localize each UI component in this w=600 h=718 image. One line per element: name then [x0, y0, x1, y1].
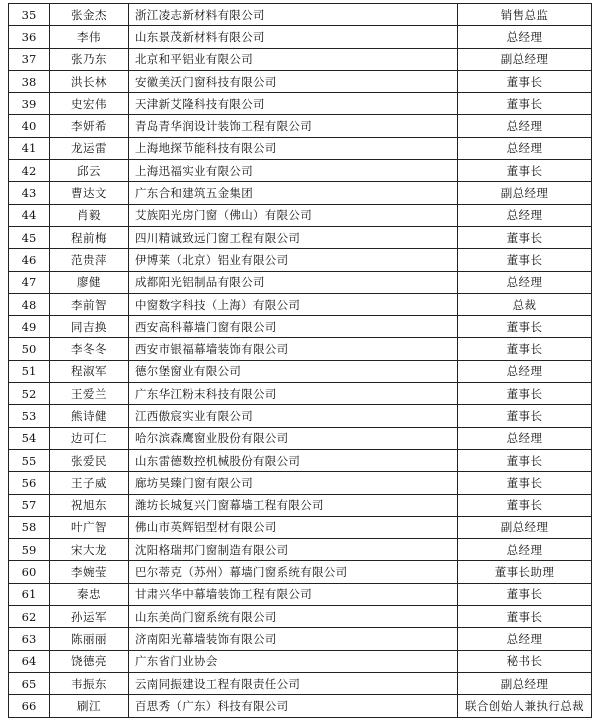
company-cell: 潍坊长城复兴门窗幕墙工程有限公司: [129, 494, 458, 516]
person-name-cell: 龙运雷: [50, 137, 129, 159]
table-row: [9, 48, 592, 70]
table-row: [9, 561, 592, 583]
table-row: [9, 26, 592, 48]
company-cell: 广东省门业协会: [129, 650, 458, 672]
table-row: [9, 695, 592, 717]
table-row: [9, 160, 592, 182]
company-cell: 伊博莱（北京）铝业有限公司: [129, 249, 458, 271]
table-row: [9, 606, 592, 628]
row-number-cell: 51: [9, 360, 50, 382]
job-title-cell: 董事长: [458, 338, 592, 360]
job-title-cell: 董事长: [458, 405, 592, 427]
table-row: [9, 583, 592, 605]
person-name-cell: 边可仁: [50, 427, 129, 449]
table-row: [9, 70, 592, 92]
person-name-cell: 李伟: [50, 26, 129, 48]
job-title-cell: 总经理: [458, 26, 592, 48]
person-name-cell: 王爱兰: [50, 383, 129, 405]
job-title-cell: 董事长: [458, 249, 592, 271]
person-name-cell: 范贵萍: [50, 249, 129, 271]
table-row: [9, 249, 592, 271]
person-name-cell: 张爱民: [50, 449, 129, 471]
person-name-cell: 王子威: [50, 472, 129, 494]
table-row: [9, 427, 592, 449]
job-title-cell: 副总经理: [458, 516, 592, 538]
table-row: [9, 472, 592, 494]
person-name-cell: 饶德亮: [50, 650, 129, 672]
row-number-cell: 40: [9, 115, 50, 137]
row-number-cell: 66: [9, 695, 50, 717]
row-number-cell: 64: [9, 650, 50, 672]
person-name-cell: 洪长林: [50, 70, 129, 92]
company-cell: 江西傲宸实业有限公司: [129, 405, 458, 427]
job-title-cell: 董事长: [458, 160, 592, 182]
job-title-cell: 董事长: [458, 226, 592, 248]
row-number-cell: 56: [9, 472, 50, 494]
company-cell: 德尔堡窗业有限公司: [129, 360, 458, 382]
job-title-cell: 董事长: [458, 606, 592, 628]
company-cell: 艾族阳光房门窗（佛山）有限公司: [129, 204, 458, 226]
company-cell: 四川精诚致远门窗工程有限公司: [129, 226, 458, 248]
table-row: [9, 383, 592, 405]
company-cell: 甘肃兴华中幕墙装饰工程有限公司: [129, 583, 458, 605]
company-cell: 沈阳格瑞邦门窗制造有限公司: [129, 539, 458, 561]
job-title-cell: 副总经理: [458, 182, 592, 204]
table-row: [9, 137, 592, 159]
row-number-cell: 50: [9, 338, 50, 360]
job-title-cell: 董事长: [458, 70, 592, 92]
row-number-cell: 42: [9, 160, 50, 182]
person-name-cell: 邱云: [50, 160, 129, 182]
person-name-cell: 秦忠: [50, 583, 129, 605]
company-cell: 青岛青华润设计装饰工程有限公司: [129, 115, 458, 137]
person-name-cell: 张金杰: [50, 4, 129, 26]
row-number-cell: 52: [9, 383, 50, 405]
person-name-cell: 同吉换: [50, 316, 129, 338]
member-table: [8, 3, 592, 718]
company-cell: 上海地探节能科技有限公司: [129, 137, 458, 159]
company-cell: 广东华江粉末科技有限公司: [129, 383, 458, 405]
table-row: [9, 338, 592, 360]
company-cell: 廊坊昊臻门窗有限公司: [129, 472, 458, 494]
job-title-cell: 董事长: [458, 449, 592, 471]
company-cell: 西安市银福幕墙装饰有限公司: [129, 338, 458, 360]
company-cell: 山东景茂新材料有限公司: [129, 26, 458, 48]
row-number-cell: 44: [9, 204, 50, 226]
company-cell: 安徽美沃门窗科技有限公司: [129, 70, 458, 92]
job-title-cell: 董事长助理: [458, 561, 592, 583]
table-row: [9, 516, 592, 538]
person-name-cell: 李妍希: [50, 115, 129, 137]
person-name-cell: 韦振东: [50, 672, 129, 694]
job-title-cell: 董事长: [458, 93, 592, 115]
job-title-cell: 销售总监: [458, 4, 592, 26]
row-number-cell: 41: [9, 137, 50, 159]
company-cell: 西安高科幕墙门窗有限公司: [129, 316, 458, 338]
row-number-cell: 47: [9, 271, 50, 293]
company-cell: 成都阳光铝制品有限公司: [129, 271, 458, 293]
table-row: [9, 226, 592, 248]
table-row: [9, 628, 592, 650]
table-row: [9, 182, 592, 204]
row-number-cell: 36: [9, 26, 50, 48]
person-name-cell: 刷江: [50, 695, 129, 717]
job-title-cell: 总经理: [458, 628, 592, 650]
row-number-cell: 63: [9, 628, 50, 650]
table-row: [9, 93, 592, 115]
row-number-cell: 37: [9, 48, 50, 70]
row-number-cell: 48: [9, 293, 50, 315]
member-table-body: [9, 4, 592, 718]
row-number-cell: 62: [9, 606, 50, 628]
job-title-cell: 总经理: [458, 427, 592, 449]
job-title-cell: 董事长: [458, 383, 592, 405]
person-name-cell: 叶广智: [50, 516, 129, 538]
job-title-cell: 总经理: [458, 539, 592, 561]
table-row: [9, 316, 592, 338]
company-cell: 山东雷德数控机械股份有限公司: [129, 449, 458, 471]
row-number-cell: 49: [9, 316, 50, 338]
person-name-cell: 李冬冬: [50, 338, 129, 360]
row-number-cell: 61: [9, 583, 50, 605]
company-cell: 北京和平铝业有限公司: [129, 48, 458, 70]
person-name-cell: 李婉莹: [50, 561, 129, 583]
company-cell: 广东合和建筑五金集团: [129, 182, 458, 204]
table-row: [9, 293, 592, 315]
job-title-cell: 总裁: [458, 293, 592, 315]
table-row: [9, 494, 592, 516]
row-number-cell: 53: [9, 405, 50, 427]
company-cell: 浙江凌志新材料有限公司: [129, 4, 458, 26]
job-title-cell: 联合创始人兼执行总裁: [458, 695, 592, 717]
row-number-cell: 45: [9, 226, 50, 248]
company-cell: 百思秀（广东）科技有限公司: [129, 695, 458, 717]
person-name-cell: 熊诗健: [50, 405, 129, 427]
company-cell: 巴尔蒂克（苏州）幕墙门窗系统有限公司: [129, 561, 458, 583]
job-title-cell: 董事长: [458, 583, 592, 605]
person-name-cell: 祝旭东: [50, 494, 129, 516]
row-number-cell: 57: [9, 494, 50, 516]
person-name-cell: 张乃东: [50, 48, 129, 70]
job-title-cell: 总经理: [458, 360, 592, 382]
table-row: [9, 4, 592, 26]
job-title-cell: 总经理: [458, 115, 592, 137]
job-title-cell: 总经理: [458, 204, 592, 226]
person-name-cell: 史宏伟: [50, 93, 129, 115]
person-name-cell: 李前智: [50, 293, 129, 315]
row-number-cell: 46: [9, 249, 50, 271]
company-cell: 天津新艾隆科技有限公司: [129, 93, 458, 115]
job-title-cell: 董事长: [458, 494, 592, 516]
row-number-cell: 59: [9, 539, 50, 561]
table-row: [9, 539, 592, 561]
job-title-cell: 副总经理: [458, 48, 592, 70]
table-row: [9, 405, 592, 427]
row-number-cell: 35: [9, 4, 50, 26]
table-row: [9, 360, 592, 382]
person-name-cell: 陈丽丽: [50, 628, 129, 650]
person-name-cell: 孙运军: [50, 606, 129, 628]
company-cell: 山东美尚门窗系统有限公司: [129, 606, 458, 628]
person-name-cell: 宋大龙: [50, 539, 129, 561]
company-cell: 中窗数字科技（上海）有限公司: [129, 293, 458, 315]
company-cell: 佛山市英辉铝型材有限公司: [129, 516, 458, 538]
company-cell: 上海迅福实业有限公司: [129, 160, 458, 182]
job-title-cell: 总经理: [458, 271, 592, 293]
row-number-cell: 65: [9, 672, 50, 694]
job-title-cell: 总经理: [458, 137, 592, 159]
row-number-cell: 43: [9, 182, 50, 204]
row-number-cell: 54: [9, 427, 50, 449]
table-row: [9, 115, 592, 137]
table-row: [9, 650, 592, 672]
person-name-cell: 程前梅: [50, 226, 129, 248]
person-name-cell: 程淑军: [50, 360, 129, 382]
table-row: [9, 204, 592, 226]
job-title-cell: 秘书长: [458, 650, 592, 672]
table-row: [9, 672, 592, 694]
company-cell: 济南阳光幕墙装饰有限公司: [129, 628, 458, 650]
row-number-cell: 38: [9, 70, 50, 92]
table-row: [9, 449, 592, 471]
row-number-cell: 58: [9, 516, 50, 538]
job-title-cell: 副总经理: [458, 672, 592, 694]
person-name-cell: 肖毅: [50, 204, 129, 226]
job-title-cell: 董事长: [458, 316, 592, 338]
member-table-sheet: [8, 3, 592, 718]
row-number-cell: 39: [9, 93, 50, 115]
row-number-cell: 55: [9, 449, 50, 471]
person-name-cell: 廖健: [50, 271, 129, 293]
table-row: [9, 271, 592, 293]
row-number-cell: 60: [9, 561, 50, 583]
person-name-cell: 曹达文: [50, 182, 129, 204]
company-cell: 哈尔滨森鹰窗业股份有限公司: [129, 427, 458, 449]
company-cell: 云南同振建设工程有限责任公司: [129, 672, 458, 694]
job-title-cell: 董事长: [458, 472, 592, 494]
